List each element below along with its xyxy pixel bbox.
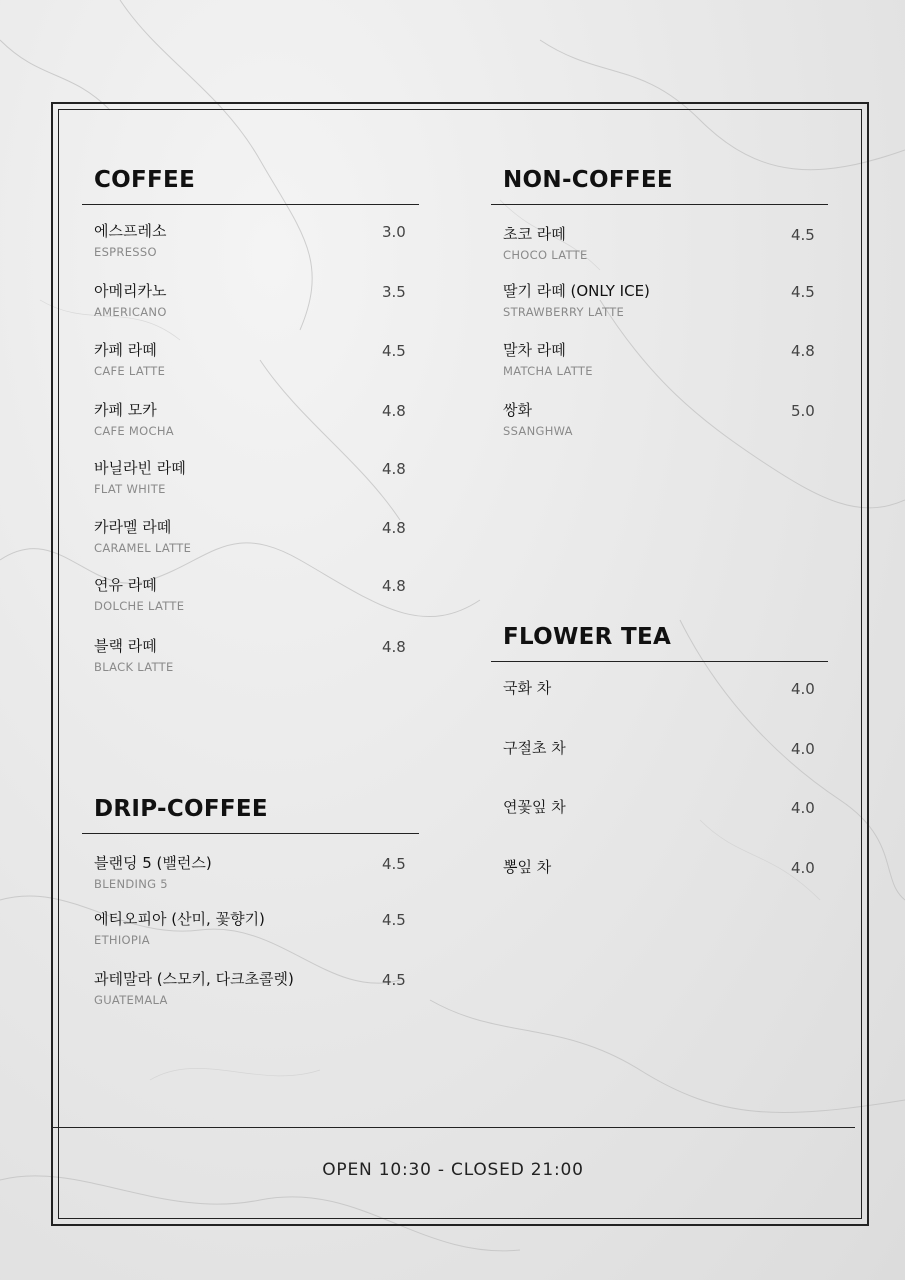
item-english-name: FLAT WHITE — [94, 482, 166, 496]
footer-divider — [51, 1127, 855, 1128]
item-name: 과테말라 (스모키, 다크초콜렛) — [94, 970, 294, 988]
item-name: 국화 차 — [503, 679, 552, 697]
item-name: 바닐라빈 라떼 — [94, 459, 186, 477]
item-name: 딸기 라떼 (ONLY ICE) — [503, 282, 650, 300]
section-non-coffee — [491, 166, 828, 205]
item-price: 4.8 — [382, 519, 406, 537]
item-english-name: CAFE LATTE — [94, 364, 166, 378]
item-english-name: CAFE MOCHA — [94, 424, 174, 438]
item-name: 블랜딩 5 (밸런스) — [94, 854, 212, 872]
item-price: 4.5 — [791, 283, 815, 301]
item-english-name: CHOCO LATTE — [503, 248, 588, 262]
item-english-name: ESPRESSO — [94, 245, 157, 259]
section-title: COFFEE — [94, 167, 196, 193]
item-name: 구절초 차 — [503, 739, 566, 757]
item-price: 4.5 — [382, 971, 406, 989]
item-name: 뽕잎 차 — [503, 858, 552, 876]
section-title: DRIP-COFFEE — [94, 796, 268, 822]
item-english-name: DOLCHE LATTE — [94, 599, 185, 613]
section-title: FLOWER TEA — [503, 624, 672, 650]
item-name: 초코 라떼 — [503, 225, 566, 243]
item-price: 4.0 — [791, 799, 815, 817]
item-price: 4.5 — [382, 855, 406, 873]
item-name: 카페 라떼 — [94, 341, 157, 359]
menu-border-inner — [58, 109, 862, 1219]
section-rule — [82, 833, 419, 834]
item-name: 쌍화 — [503, 401, 532, 419]
item-name: 연꽃잎 차 — [503, 798, 566, 816]
section-title: NON-COFFEE — [503, 167, 673, 193]
item-english-name: BLACK LATTE — [94, 660, 174, 674]
item-name: 카페 모카 — [94, 401, 157, 419]
item-name: 블랙 라떼 — [94, 637, 157, 655]
section-rule — [491, 661, 828, 662]
item-name: 아메리카노 — [94, 282, 167, 300]
section-flower-tea — [491, 623, 828, 662]
item-english-name: STRAWBERRY LATTE — [503, 305, 625, 319]
item-name: 말차 라떼 — [503, 341, 566, 359]
item-price: 4.0 — [791, 859, 815, 877]
item-price: 3.5 — [382, 283, 406, 301]
item-price: 4.0 — [791, 740, 815, 758]
item-name: 에티오피아 (산미, 꽃향기) — [94, 910, 265, 928]
item-price: 4.5 — [382, 911, 406, 929]
item-name: 에스프레소 — [94, 222, 167, 240]
section-rule — [82, 204, 419, 205]
item-name: 카라멜 라떼 — [94, 518, 172, 536]
item-price: 3.0 — [382, 223, 406, 241]
item-price: 4.5 — [791, 226, 815, 244]
item-price: 4.8 — [791, 342, 815, 360]
item-price: 4.0 — [791, 680, 815, 698]
item-price: 4.8 — [382, 402, 406, 420]
section-rule — [491, 204, 828, 205]
item-price: 5.0 — [791, 402, 815, 420]
opening-hours: OPEN 10:30 - CLOSED 21:00 — [322, 1160, 584, 1180]
item-english-name: SSANGHWA — [503, 424, 573, 438]
item-price: 4.5 — [382, 342, 406, 360]
item-english-name: CARAMEL LATTE — [94, 541, 192, 555]
item-english-name: ETHIOPIA — [94, 933, 150, 947]
item-english-name: MATCHA LATTE — [503, 364, 593, 378]
section-coffee — [82, 166, 419, 205]
item-price: 4.8 — [382, 577, 406, 595]
item-price: 4.8 — [382, 638, 406, 656]
item-english-name: BLENDING 5 — [94, 877, 168, 891]
item-price: 4.8 — [382, 460, 406, 478]
item-english-name: AMERICANO — [94, 305, 167, 319]
item-english-name: GUATEMALA — [94, 993, 168, 1007]
section-drip-coffee — [82, 795, 419, 834]
item-name: 연유 라떼 — [94, 576, 157, 594]
